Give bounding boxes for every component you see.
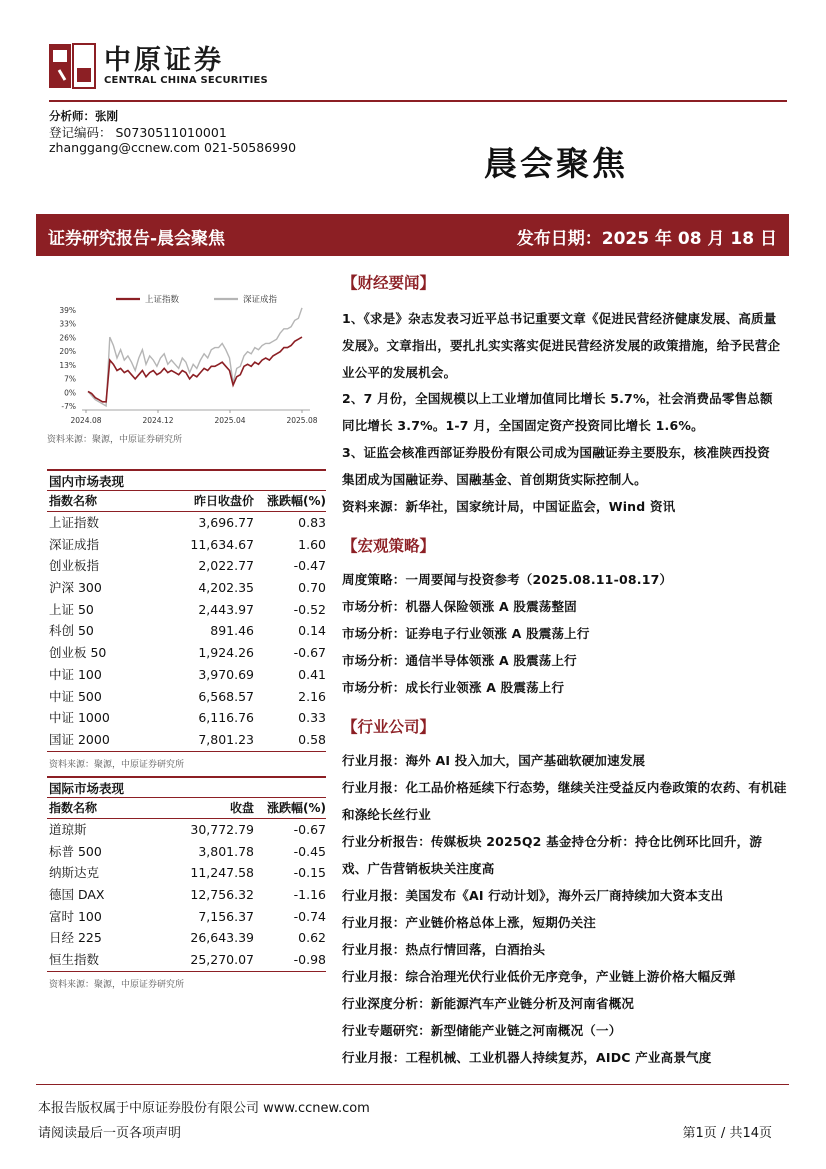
table-row [47, 512, 326, 534]
news-item-1: 1、《求是》杂志发表习近平总书记重要文章《促进民营经济健康发展、高质量发展》。文章指出，要扎扎实实落实促进民营经济发展的政策措施，给予民营企业公平的发展机会。 [342, 311, 781, 380]
footer-copyright: 本报告版权属于中原证券股份有限公司 www.ccnew.com [38, 1101, 370, 1116]
cell-change: -0.98 [293, 952, 326, 968]
index-chart [38, 282, 328, 428]
x-tick-label: 2025.04 [214, 416, 246, 425]
cell-index-name: 中证 500 [49, 688, 102, 704]
series-line-shanghai [88, 337, 302, 402]
x-tick-label: 2024.12 [142, 416, 174, 425]
page-number: 第1页 / 共14页 [682, 1126, 772, 1141]
industry-item[interactable]: 行业分析报告：传媒板块 2025Q2 基金持仓分析：持仓比例环比回升，游戏、广告营销板块关注度高 [342, 834, 763, 876]
cell-close: 11,247.58 [190, 865, 254, 881]
cell-change: 0.83 [298, 515, 326, 530]
x-tick-label: 2025.08 [286, 416, 318, 425]
news-heading: 【财经要闻】 [342, 274, 436, 292]
cell-index-name: 创业板指 [49, 558, 100, 574]
cell-change: -0.67 [293, 645, 326, 661]
y-tick-label: 26% [59, 333, 76, 343]
domestic-table-title: 国内市场表现 [47, 469, 326, 491]
cell-close: 30,772.79 [190, 822, 254, 837]
logo-text-cn: 中原证券 [104, 45, 224, 76]
chart-source: 资料来源：聚源，中原证券研究所 [47, 435, 183, 445]
table-row [47, 642, 326, 664]
table-row [47, 664, 326, 686]
report-banner [36, 214, 789, 256]
macro-item[interactable]: 市场分析：机器人保险领涨 A 股震荡整固 [342, 599, 577, 614]
cell-change: 0.14 [298, 623, 326, 639]
domestic-table-source: 资料来源：聚源，中原证券研究所 [47, 751, 326, 770]
y-tick-label: 7% [64, 374, 76, 384]
cell-change: 1.60 [298, 536, 326, 552]
cell-close: 6,116.76 [198, 710, 254, 726]
cell-change: 0.41 [298, 666, 326, 682]
footer-disclaimer: 请阅读最后一页各项声明 [38, 1126, 182, 1141]
industry-item[interactable]: 行业月报：综合治理光伏行业低价无序竞争，产业链上游价格大幅反弹 [342, 969, 736, 984]
header-close: 收盘 [229, 801, 254, 815]
cell-index-name: 中证 1000 [49, 710, 110, 726]
table-row [47, 949, 326, 971]
header-change: 涨跌幅(%) [267, 494, 326, 508]
series-line-shenzhen [88, 308, 302, 406]
cell-index-name: 深证成指 [49, 536, 100, 552]
cell-index-name: 科创 50 [49, 623, 94, 639]
cell-close: 3,801.78 [198, 843, 254, 859]
footer-divider [36, 1084, 789, 1085]
industry-item[interactable]: 行业月报：海外 AI 投入加大，国产基础软硬加速发展 [342, 753, 646, 768]
news-source: 资料来源：新华社，国家统计局，中国证监会，Wind 资讯 [342, 499, 676, 514]
cell-change: -0.74 [293, 908, 326, 924]
cell-index-name: 恒生指数 [49, 952, 100, 968]
news-item-2: 2、7 月份，全国规模以上工业增加值同比增长 5.7%，社会消费品零售总额同比增长 3.7%。1-7 月，全国固定资产投资同比增长 1.6%。 [342, 391, 773, 433]
cell-close: 7,801.23 [198, 731, 254, 747]
cell-change: -0.67 [293, 822, 326, 837]
y-tick-label: -7% [61, 402, 76, 411]
table-row [47, 906, 326, 928]
industry-heading: 【行业公司】 [342, 718, 436, 736]
header-close: 昨日收盘价 [193, 494, 254, 508]
cell-change: -0.45 [293, 843, 326, 859]
table-row [47, 862, 326, 884]
macro-heading: 【宏观策略】 [342, 537, 436, 555]
table-row [47, 599, 326, 621]
y-tick-label: 0% [64, 388, 76, 398]
cell-index-name: 上证 50 [49, 601, 94, 617]
publish-date: 发布日期：2025 年 08 月 18 日 [516, 229, 777, 249]
table-row [47, 577, 326, 599]
industry-item[interactable]: 行业月报：热点行情回落，白酒抬头 [342, 942, 546, 957]
table-row [47, 884, 326, 906]
domestic-table-header [47, 491, 326, 512]
cell-close: 3,696.77 [198, 515, 254, 530]
table-row [47, 927, 326, 949]
table-row [47, 819, 326, 841]
domestic-market-table [47, 469, 326, 770]
cell-close: 2,443.97 [198, 601, 254, 617]
industry-item[interactable]: 行业深度分析：新能源汽车产业链分析及河南省概况 [342, 996, 635, 1011]
cell-change: -0.15 [293, 865, 326, 881]
table-row [47, 707, 326, 729]
y-tick-label: 13% [59, 360, 76, 370]
international-market-table [47, 776, 326, 990]
cell-close: 3,970.69 [198, 666, 254, 682]
industry-item[interactable]: 行业月报：工程机械、工业机器人持续复苏，AIDC 产业高景气度 [342, 1050, 712, 1065]
intl-table-source: 资料来源：聚源，中原证券研究所 [47, 971, 326, 990]
cell-close: 26,643.39 [190, 930, 254, 946]
intl-table-header [47, 798, 326, 819]
cell-index-name: 创业板 50 [49, 645, 107, 661]
cell-index-name: 中证 100 [49, 666, 102, 682]
industry-item[interactable]: 行业月报：美国发布《AI 行动计划》，海外云厂商持续加大资本支出 [342, 888, 724, 903]
cell-close: 25,270.07 [190, 952, 254, 968]
cell-index-name: 标普 500 [49, 843, 102, 859]
cell-close: 4,202.35 [198, 580, 254, 596]
table-row [47, 729, 326, 751]
y-tick-label: 39% [59, 306, 76, 315]
analyst-name: 分析师：张刚 [49, 109, 118, 123]
cell-close: 11,634.67 [190, 536, 254, 552]
header-index-name: 指数名称 [49, 494, 98, 508]
cell-index-name: 上证指数 [49, 515, 100, 530]
cell-index-name: 沪深 300 [49, 580, 102, 596]
cell-index-name: 纳斯达克 [49, 865, 100, 881]
cell-change: 0.70 [298, 580, 326, 596]
report-type: 证券研究报告-晨会聚焦 [48, 229, 226, 249]
registration-code: 登记编码： S0730511010001 [49, 125, 227, 140]
cell-change: -0.52 [293, 601, 326, 617]
header-index-name: 指数名称 [49, 801, 98, 815]
industry-item[interactable]: 行业专题研究：新型储能产业链之河南概况（一） [342, 1023, 622, 1038]
cell-index-name: 日经 225 [49, 930, 102, 946]
industry-item[interactable]: 行业月报：产业链价格总体上涨，短期仍关注 [342, 915, 597, 930]
industry-item[interactable]: 行业月报：化工品价格延续下行态势，继续关注受益反内卷政策的农药、有机硅和涤纶长丝行业 [342, 780, 787, 822]
cell-change: -1.16 [293, 887, 326, 903]
table-row [47, 841, 326, 863]
macro-item[interactable]: 市场分析：证券电子行业领涨 A 股震荡上行 [342, 626, 590, 641]
cell-change: 0.33 [298, 710, 326, 726]
cell-change: 0.62 [298, 930, 326, 946]
table-row [47, 534, 326, 556]
cell-index-name: 道琼斯 [49, 822, 87, 837]
header-divider [49, 100, 787, 102]
cell-close: 1,924.26 [198, 645, 254, 661]
cell-close: 6,568.57 [198, 688, 254, 704]
domestic-table-body [47, 512, 326, 751]
intl-table-body [47, 819, 326, 971]
logo-text-en: CENTRAL CHINA SECURITIES [104, 75, 268, 86]
cell-close: 12,756.32 [190, 887, 254, 903]
cell-change: 2.16 [298, 688, 326, 704]
cell-close: 891.46 [210, 623, 254, 639]
cell-index-name: 富时 100 [49, 908, 102, 924]
x-tick-label: 2024.08 [70, 416, 102, 425]
cell-index-name: 德国 DAX [49, 887, 105, 903]
index-chart-svg [38, 282, 328, 428]
header-change: 涨跌幅(%) [267, 801, 326, 815]
news-item-3: 3、证监会核准西部证券股份有限公司成为国融证券主要股东，核准陕西投资集团成为国融证券、国融基金、首创期货实际控制人。 [342, 445, 770, 487]
y-tick-label: 20% [59, 347, 76, 357]
macro-item[interactable]: 市场分析：成长行业领涨 A 股震荡上行 [342, 680, 565, 695]
page-title: 晨会聚焦 [484, 144, 628, 183]
legend-label: 深证成指 [243, 295, 278, 305]
macro-item[interactable]: 周度策略：一周要闻与投资参考（2025.08.11-08.17） [342, 572, 673, 587]
cell-change: -0.47 [293, 558, 326, 574]
cell-close: 2,022.77 [198, 558, 254, 574]
cell-index-name: 国证 2000 [49, 731, 110, 747]
table-row [47, 686, 326, 708]
analyst-contact: zhanggang@ccnew.com 021-50586990 [49, 140, 297, 155]
legend-label: 上证指数 [145, 295, 180, 305]
cell-close: 7,156.37 [198, 908, 254, 924]
cell-change: 0.58 [298, 731, 326, 747]
intl-table-title: 国际市场表现 [47, 776, 326, 798]
y-tick-label: 33% [59, 319, 76, 329]
macro-item[interactable]: 市场分析：通信半导体领涨 A 股震荡上行 [342, 653, 577, 668]
company-logo-icon [49, 40, 97, 92]
table-row [47, 555, 326, 577]
table-row [47, 620, 326, 642]
